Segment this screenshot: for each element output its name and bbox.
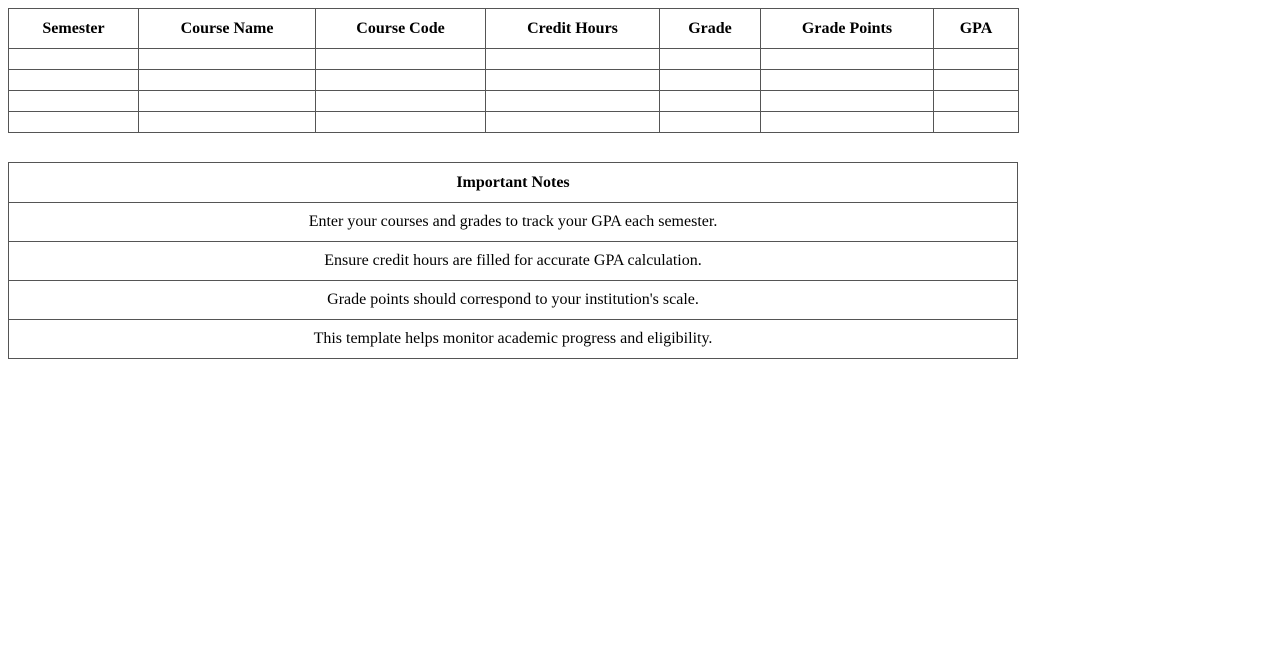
cell-credit-hours[interactable] (486, 112, 660, 133)
cell-course-code[interactable] (316, 70, 486, 91)
header-course-code: Course Code (316, 9, 486, 49)
cell-gpa[interactable] (934, 49, 1019, 70)
table-row (9, 112, 1019, 133)
note-item: This template helps monitor academic progress and eligibility. (9, 320, 1018, 359)
cell-course-name[interactable] (139, 112, 316, 133)
note-row (9, 320, 1018, 359)
cell-grade-points[interactable] (761, 91, 934, 112)
note-item: Ensure credit hours are filled for accurate GPA calculation. (9, 242, 1018, 281)
cell-course-code[interactable] (316, 112, 486, 133)
note-item: Enter your courses and grades to track your GPA each semester. (9, 203, 1018, 242)
table-header-row (9, 9, 1019, 49)
cell-course-name[interactable] (139, 49, 316, 70)
cell-semester[interactable] (9, 91, 139, 112)
cell-gpa[interactable] (934, 70, 1019, 91)
note-item: Grade points should correspond to your institution's scale. (9, 281, 1018, 320)
cell-semester[interactable] (9, 49, 139, 70)
notes-header-row (9, 163, 1018, 203)
header-credit-hours: Credit Hours (486, 9, 660, 49)
cell-grade[interactable] (660, 91, 761, 112)
table-row (9, 70, 1019, 91)
cell-grade[interactable] (660, 49, 761, 70)
header-grade: Grade (660, 9, 761, 49)
header-course-name: Course Name (139, 9, 316, 49)
cell-grade-points[interactable] (761, 70, 934, 91)
important-notes-table (8, 162, 1018, 359)
cell-gpa[interactable] (934, 112, 1019, 133)
cell-grade-points[interactable] (761, 49, 934, 70)
cell-semester[interactable] (9, 112, 139, 133)
cell-grade[interactable] (660, 112, 761, 133)
header-grade-points: Grade Points (761, 9, 934, 49)
cell-course-name[interactable] (139, 70, 316, 91)
cell-credit-hours[interactable] (486, 91, 660, 112)
cell-credit-hours[interactable] (486, 70, 660, 91)
cell-course-code[interactable] (316, 49, 486, 70)
cell-gpa[interactable] (934, 91, 1019, 112)
header-gpa: GPA (934, 9, 1019, 49)
cell-grade[interactable] (660, 70, 761, 91)
cell-course-name[interactable] (139, 91, 316, 112)
cell-course-code[interactable] (316, 91, 486, 112)
header-semester: Semester (9, 9, 139, 49)
table-row (9, 91, 1019, 112)
notes-title: Important Notes (9, 163, 1018, 203)
note-row (9, 203, 1018, 242)
cell-credit-hours[interactable] (486, 49, 660, 70)
gpa-tracker-table (8, 8, 1019, 133)
cell-grade-points[interactable] (761, 112, 934, 133)
note-row (9, 281, 1018, 320)
table-row (9, 49, 1019, 70)
cell-semester[interactable] (9, 70, 139, 91)
note-row (9, 242, 1018, 281)
